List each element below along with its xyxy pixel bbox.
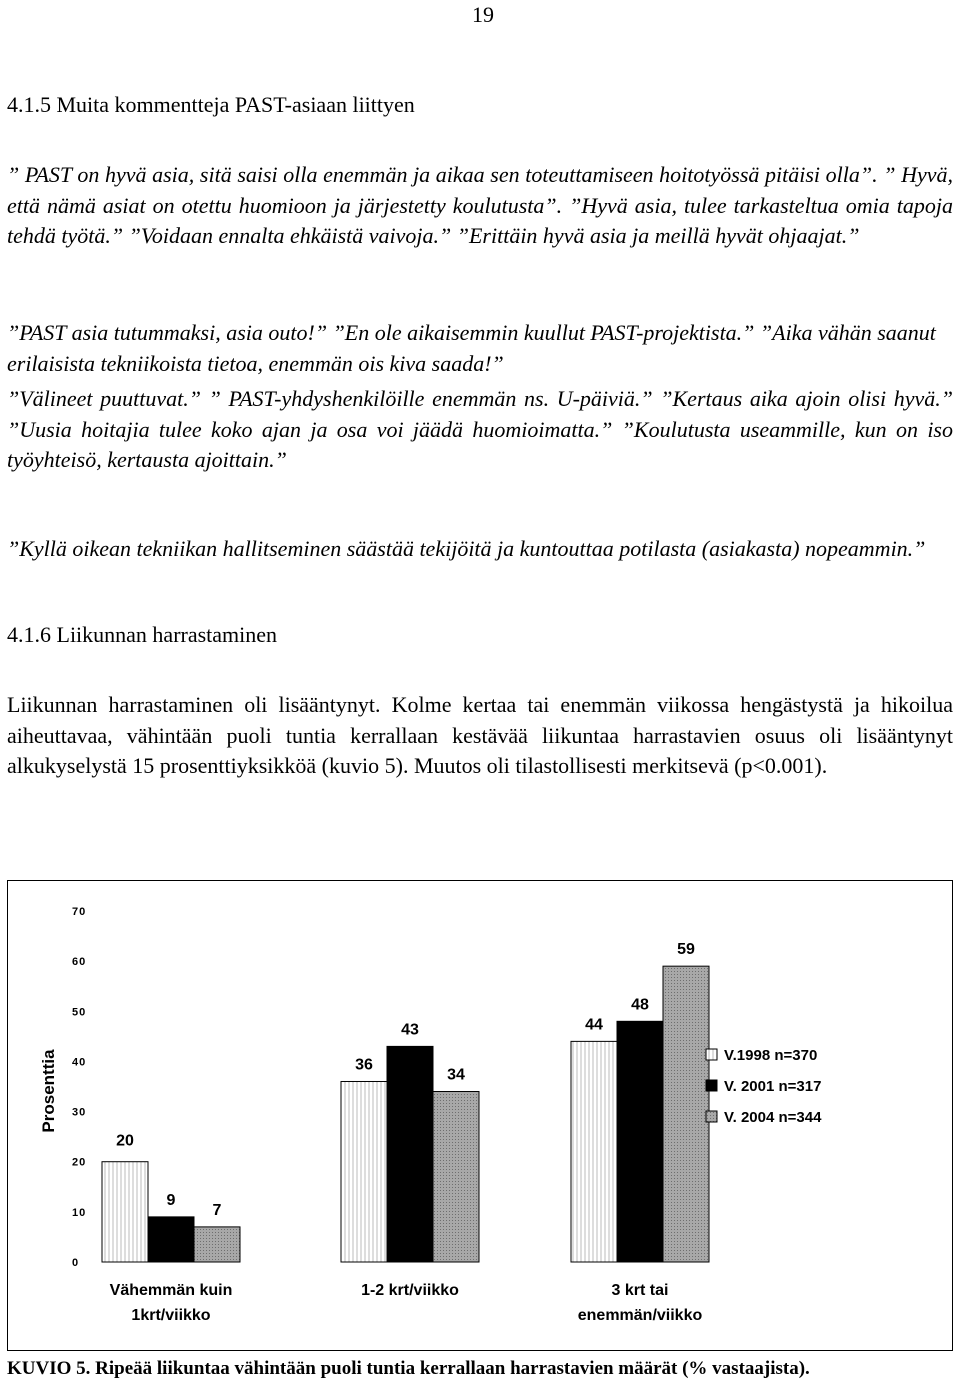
bar-chart (8, 881, 952, 1350)
category-label: 1krt/viikko (131, 1307, 211, 1324)
y-tick-label: 0 (72, 1257, 80, 1269)
y-tick-label: 50 (72, 1006, 87, 1019)
data-label: 48 (631, 996, 649, 1014)
page-number: 19 (472, 2, 494, 27)
data-label: 43 (401, 1021, 419, 1039)
category-label: 3 krt tai (611, 1282, 669, 1299)
bar (341, 1081, 387, 1262)
figure-caption (7, 1358, 810, 1380)
legend-swatch (706, 1111, 717, 1122)
y-axis-title: Prosenttia (39, 1049, 58, 1133)
caption-text: Ripeää liikuntaa vähintään puoli tuntia kerrallaan harrastavien määrät (% vastaajista). (90, 1358, 810, 1379)
quote-paragraph-1: ” PAST on hyvä asia, sitä saisi olla enemmän ja aikaa sen toteuttamiseen hoitotyössä pitäisi olla”. ” Hyvä, että nämä asiat on otettu huomioon ja järjestetty koulutusta”. ”Hyvä asia, tulee tarkasteltua omia tapoja tehdä työtä.” ”Voidaan ennalta ehkäistä vaivoja.” ”Erittäin hyvä asia ja meillä hyvät ohjaajat.” (7, 162, 953, 248)
data-label: 36 (355, 1056, 373, 1074)
y-tick-label: 30 (72, 1106, 87, 1119)
data-label: 9 (166, 1191, 176, 1209)
data-label: 20 (116, 1132, 134, 1150)
data-label: 59 (677, 941, 695, 959)
bar (433, 1092, 479, 1262)
quote-paragraph-4: ”Kyllä oikean tekniikan hallitseminen säästää tekijöitä ja kuntouttaa potilasta (asiakasta) nopeammin.” (7, 536, 926, 561)
category-label: enemmän/viikko (577, 1307, 703, 1324)
section-heading-4-1-5: 4.1.5 Muita kommentteja PAST-asiaan liittyen (7, 92, 415, 117)
data-label: 7 (212, 1201, 222, 1219)
category-label: Vähemmän kuin (109, 1282, 233, 1299)
section-heading-4-1-6: 4.1.6 Liikunnan harrastaminen (7, 622, 278, 647)
body-paragraph: Liikunnan harrastaminen oli lisääntynyt. Kolme kertaa tai enemmän viikossa hengästystä ja hikoilua aiheuttavaa, vähintään puoli tuntia kerrallaan kestävää liikuntaa harrastavien osuus oli lisääntynyt alkukyselystä 15 prosenttiyksikköä (kuvio 5). Muutos oli tilastollisesti merkitsevä (p<0.001). (7, 692, 953, 778)
legend-swatch (706, 1080, 717, 1091)
bar (102, 1162, 148, 1262)
legend-entry: V. 2001 n=317 (724, 1078, 822, 1095)
y-tick-label: 20 (72, 1156, 87, 1169)
category-label: 1-2 krt/viikko (361, 1282, 459, 1299)
chart-frame (7, 880, 953, 1351)
bar (617, 1021, 663, 1262)
legend-entry: V. 2004 n=344 (724, 1109, 822, 1126)
bar (663, 966, 709, 1262)
bar (194, 1227, 240, 1262)
legend-swatch (706, 1049, 717, 1060)
legend-entry: V.1998 n=370 (724, 1047, 818, 1064)
quote-paragraph-3: ”Välineet puuttuvat.” ” PAST-yhdyshenkilöille enemmän ns. U-päiviä.” ”Kertaus aika ajoin olisi hyvä.” ”Uusia hoitajia tulee koko ajan ja osa voi jäädä huomioimatta.” ”Koulutusta useammille, kun on iso työyhteisö, kertausta ajoittain.” (7, 386, 953, 472)
quote-paragraph-2: ”PAST asia tutummaksi, asia outo!” ”En ole aikaisemmin kuullut PAST-projektista.” ”Aika vähän saanut erilaisista tekniikoista tietoa, enemmän ois kiva saada!” (7, 320, 936, 376)
data-label: 34 (447, 1066, 465, 1084)
y-tick-label: 40 (72, 1056, 87, 1069)
bar (571, 1041, 617, 1262)
y-tick-label: 70 (72, 906, 87, 918)
caption-label: KUVIO 5. (7, 1358, 91, 1379)
y-tick-label: 10 (72, 1206, 87, 1219)
bar (387, 1046, 433, 1262)
data-label: 44 (585, 1016, 603, 1034)
bar (148, 1217, 194, 1262)
y-tick-label: 60 (72, 956, 87, 969)
